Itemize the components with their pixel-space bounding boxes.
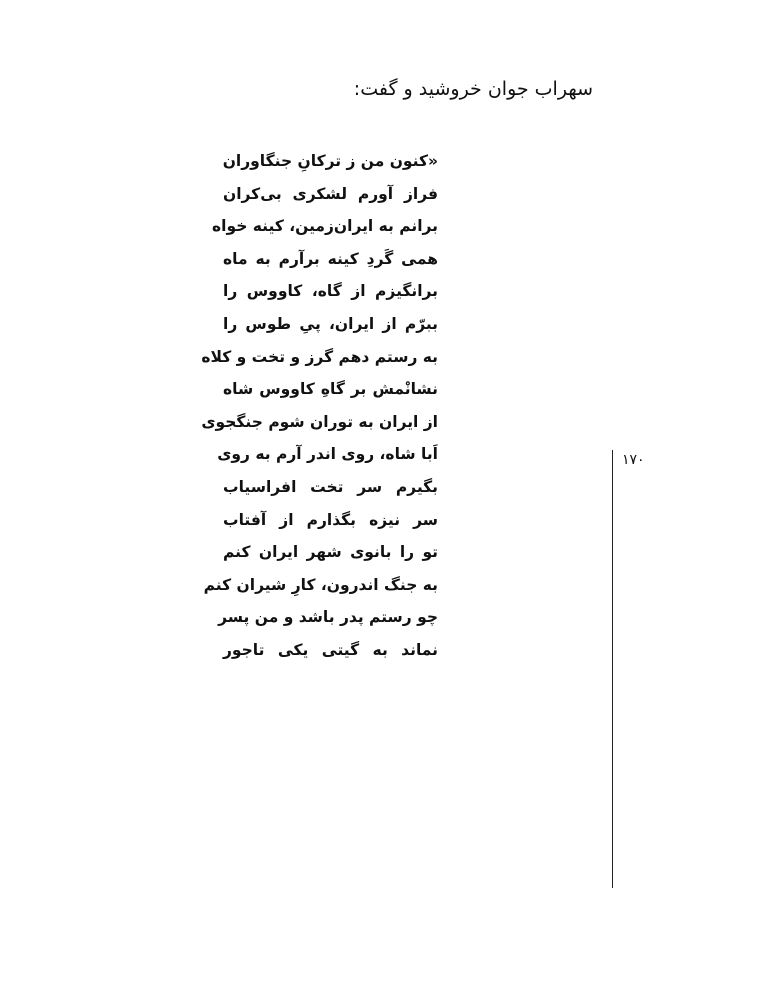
line-number: ۱۷۰ xyxy=(622,452,645,468)
verse-line: برانم به ایران‌زمین، کینه خواه xyxy=(212,217,438,236)
verse-line: فراز آورم لشکری بی‌کران xyxy=(223,184,438,203)
verse-line: ببرّم از ایران، پیِ طوس را xyxy=(223,314,438,333)
verse-line: بگیرم سر تخت افراسیاب xyxy=(223,477,438,496)
verse-line: نماند به گیتی یکی تاجور xyxy=(223,640,438,659)
verse-line: به رستم دهم گرز و تخت و کلاه xyxy=(201,347,438,366)
verse-line: «کنون من ز ترکانِ جنگاوران xyxy=(222,152,438,170)
verse-line: سر نیزه بگذارم از آفتاب xyxy=(223,510,438,529)
margin-rule xyxy=(612,450,613,888)
verse-line: به جنگ اندرون، کارِ شیران کنم xyxy=(203,575,438,594)
verse-line: همی گَردِ کینه برآرم به ماه xyxy=(223,249,438,268)
verse-line: از ایران به توران شوم جنگجوی xyxy=(201,412,438,431)
intro-line: سهراب جوان خروشید و گفت: xyxy=(353,78,593,100)
verse-line: تو را بانوی شهر ایران کنم xyxy=(223,543,438,562)
verse-line: چو رستم پدر باشد و من پسر xyxy=(218,608,438,627)
verse-line: اَبا شاه، روی اندر آرم به روی xyxy=(217,445,438,464)
verse-block xyxy=(201,145,438,667)
verse-line: برانگیزم از گاه، کاووس را xyxy=(223,282,438,301)
verse-line: نشانْمش بر گاهِ کاووس شاه xyxy=(223,380,438,399)
